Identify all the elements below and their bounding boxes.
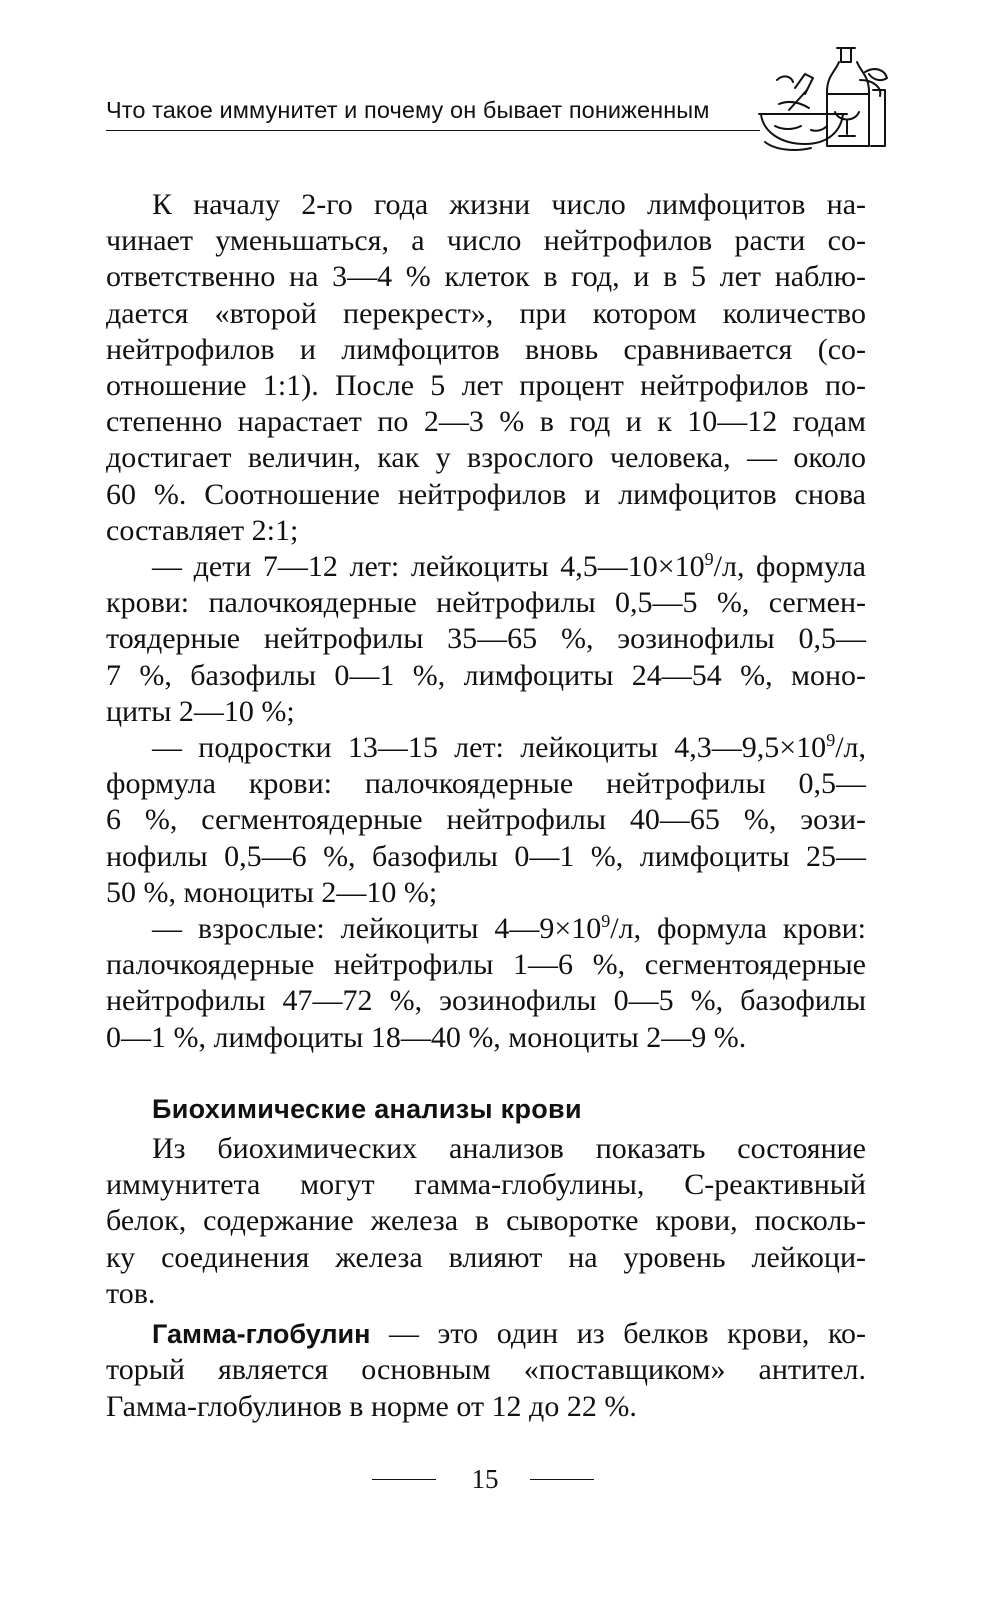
exponent: 9: [601, 911, 611, 932]
text-line: 50 %, моноциты 2—10 %;: [106, 875, 438, 909]
text-line: иммунитета могут гамма-глобулины, С-реактивный: [106, 1168, 866, 1202]
text-line: чинает уменьшаться, а число нейтрофилов расти со-: [106, 224, 866, 258]
footer-rule-right: [530, 1479, 594, 1480]
text-fragment: /л, формула крови:: [610, 912, 867, 946]
page-footer: [0, 1459, 1000, 1499]
exponent: 9: [826, 730, 836, 751]
text-line: торый является основным «поставщиком» антител.: [106, 1353, 866, 1387]
exponent: 9: [704, 549, 714, 570]
text-line: нофилы 0,5—6 %, базофилы 0—1 %, лимфоциты 25—: [106, 839, 866, 873]
biochem-paragraph: [106, 1131, 866, 1312]
text-fragment: — дети 7—12 лет: лейкоциты 4,5—10×10: [152, 550, 705, 584]
children-norms-paragraph: [106, 549, 866, 730]
section-heading-text: Биохимические анализы крови: [152, 1093, 582, 1124]
section-heading: [106, 1091, 866, 1127]
text-fragment: /л, формула: [713, 550, 866, 584]
text-line: отношение 1:1). После 5 лет процент нейтрофилов по-: [106, 369, 866, 403]
text-line: палочкоядерные нейтрофилы 1—6 %, сегментоядерные: [106, 948, 866, 982]
intro-paragraph: [106, 187, 866, 549]
gamma-globulin-paragraph: [106, 1316, 866, 1425]
text-fragment: — это один из белков крови, ко-: [370, 1317, 866, 1351]
body-text: [106, 187, 866, 1425]
text-fragment: — взрослые: лейкоциты 4—9×10: [152, 912, 602, 946]
text-line: нейтрофилов и лимфоцитов вновь сравнивается (со-: [106, 332, 866, 366]
text-line: 0—1 %, лимфоциты 18—40 %, моноциты 2—9 %.: [106, 1020, 747, 1054]
text-line: [106, 1316, 866, 1352]
adults-norms-paragraph: [106, 911, 866, 1056]
running-header: Что такое иммунитет и почему он бывает пониженным: [106, 97, 710, 123]
text-line: формула крови: палочкоядерные нейтрофилы 0,5—: [106, 767, 866, 801]
footer-rule-left: [372, 1479, 436, 1480]
text-line: [106, 549, 866, 585]
text-fragment: /л,: [835, 731, 866, 765]
text-line: [106, 911, 866, 947]
text-line: тоядерные нейтрофилы 35—65 %, эозинофилы 0,5—: [106, 622, 866, 656]
term-gamma-globulin: Гамма-глобулин: [152, 1319, 371, 1350]
text-line: 60 %. Соотношение нейтрофилов и лимфоцитов снова: [106, 477, 866, 511]
teens-norms-paragraph: [106, 730, 866, 911]
text-line: Гамма-глобулинов в норме от 12 до 22 %.: [106, 1389, 637, 1423]
text-line: 7 %, базофилы 0—1 %, лимфоциты 24—54 %, моно-: [106, 658, 866, 692]
text-line: [106, 730, 866, 766]
text-line: ку соединения железа влияют на уровень лейкоци-: [106, 1240, 866, 1274]
text-line: К началу 2-го года жизни число лимфоцитов на-: [152, 188, 866, 221]
text-line: циты 2—10 %;: [106, 694, 295, 728]
text-line: дается «второй перекрест», при котором количество: [106, 296, 866, 330]
text-line: степенно нарастает по 2—3 % в год и к 10—12 годам: [106, 405, 866, 439]
text-line: 6 %, сегментоядерные нейтрофилы 40—65 %, эози-: [106, 803, 866, 837]
header-rule: [106, 130, 760, 131]
text-fragment: — подростки 13—15 лет: лейкоциты 4,3—9,5×10: [152, 731, 827, 765]
text-line: ответственно на 3—4 % клеток в год, и в 5 лет наблю-: [106, 260, 866, 294]
text-line: тов.: [106, 1276, 156, 1310]
text-line: нейтрофилы 47—72 %, эозинофилы 0—5 %, базофилы: [106, 984, 866, 1018]
text-line: крови: палочкоядерные нейтрофилы 0,5—5 %, сегмен-: [106, 586, 866, 620]
text-line: достигает величин, как у взрослого человека, — около: [106, 441, 866, 475]
text-line: составляет 2:1;: [106, 513, 299, 547]
text-line: белок, содержание железа в сыворотке крови, посколь-: [106, 1204, 866, 1238]
mortar-pestle-bottles-icon: [755, 40, 895, 160]
page-number: 15: [471, 1464, 499, 1494]
text-line: Из биохимических анализов показать состояние: [152, 1132, 866, 1166]
